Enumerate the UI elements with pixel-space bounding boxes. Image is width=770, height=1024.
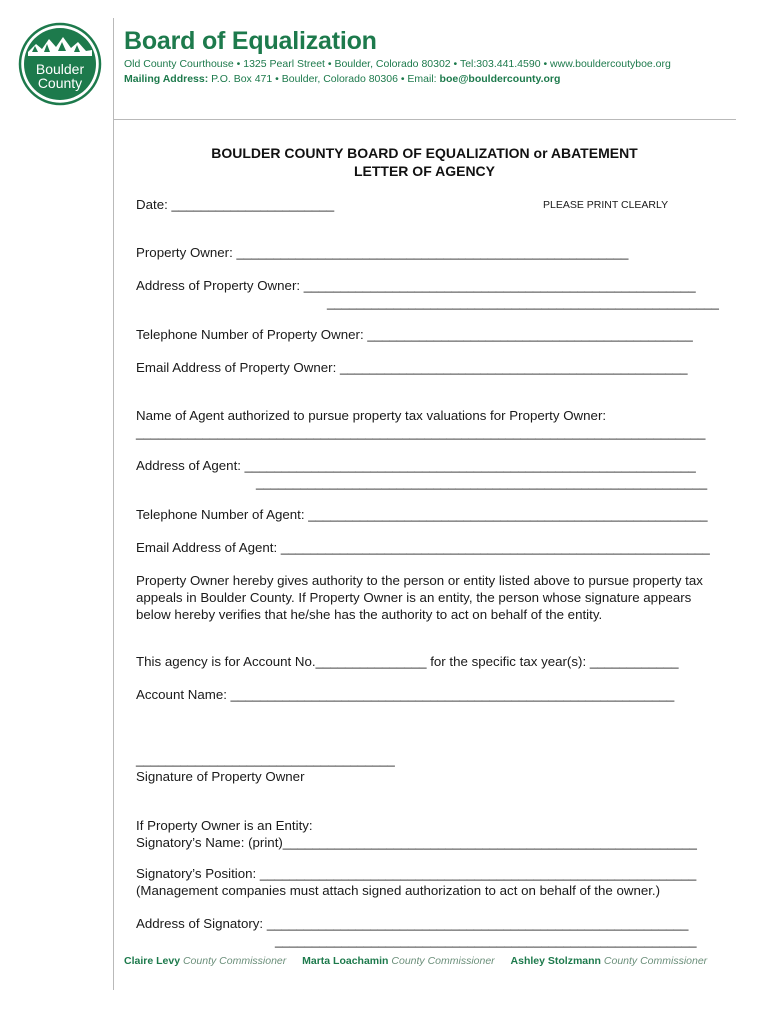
- header-horizontal-rule: [113, 119, 736, 120]
- commissioner-role: County Commissioner: [182, 955, 287, 967]
- org-title: Board of Equalization: [124, 27, 377, 55]
- date-field[interactable]: Date: ______________________: [136, 197, 335, 212]
- commissioner-name: Ashley Stolzmann: [510, 955, 601, 967]
- account-name-field[interactable]: Account Name: ____________________________________________________________: [136, 687, 675, 702]
- commissioner-role: County Commissioner: [391, 955, 495, 967]
- signatory-address-field[interactable]: Address of Signatory: _________________________________________________________: [136, 916, 689, 931]
- owner-address-field-line2[interactable]: _____________________________________________________: [327, 295, 719, 310]
- commissioners-footer: [124, 955, 707, 967]
- owner-signature-field[interactable]: ___________________________________: [136, 752, 395, 767]
- authority-paragraph: Property Owner hereby gives authority to the person or entity listed above to pursue property tax appeals in Boulder County. If Property Owner is an entity, the person whose signature appears below hereby verifies that he/she has the authority to act on behalf of the entity.: [136, 573, 703, 622]
- account-number-field[interactable]: This agency is for Account No._______________ for the specific tax year(s): ____________: [136, 654, 679, 669]
- agent-name-label: Name of Agent authorized to pursue property tax valuations for Property Owner:: [136, 408, 607, 423]
- signatory-address-field-line2[interactable]: _________________________________________________________: [275, 933, 697, 948]
- logo-text-line2: County: [37, 75, 83, 91]
- signatory-name-field[interactable]: Signatory’s Name: (print)________________________________________________________: [136, 835, 697, 850]
- print-clearly-note: PLEASE PRINT CLEARLY: [543, 199, 669, 211]
- agent-name-field[interactable]: _____________________________________________________________________________: [136, 425, 706, 440]
- mailing-address-label: Mailing Address:: [124, 73, 209, 85]
- agent-email-field[interactable]: Email Address of Agent: __________________________________________________________: [136, 540, 710, 555]
- owner-telephone-field[interactable]: Telephone Number of Property Owner: ____________________________________________: [136, 327, 693, 342]
- owner-email-field[interactable]: Email Address of Property Owner: _______________________________________________: [136, 360, 688, 375]
- entity-label: If Property Owner is an Entity:: [136, 818, 313, 833]
- logo-text-line1: Boulder: [35, 61, 85, 77]
- mailing-address-text: P.O. Box 471 • Boulder, Colorado 80306 • Email:: [208, 73, 440, 85]
- mailing-address: [124, 73, 560, 85]
- email-link[interactable]: boe@bouldercounty.org: [439, 73, 561, 85]
- commissioner-role: County Commissioner: [603, 955, 708, 967]
- owner-address-field[interactable]: Address of Property Owner: _____________________________________________________: [136, 278, 696, 293]
- owner-signature-label: Signature of Property Owner: [136, 769, 305, 784]
- signatory-position-field[interactable]: Signatory’s Position: ___________________________________________________________: [136, 866, 697, 881]
- property-owner-field[interactable]: Property Owner: _____________________________________________________: [136, 245, 629, 260]
- agent-telephone-field[interactable]: Telephone Number of Agent: ______________________________________________________: [136, 507, 708, 522]
- commissioner-name: Claire Levy: [124, 955, 181, 967]
- management-note: (Management companies must attach signed authorization to act on behalf of the owner.): [136, 883, 661, 898]
- agent-address-field[interactable]: Address of Agent: _____________________________________________________________: [136, 458, 696, 473]
- document-title-line2: LETTER OF AGENCY: [353, 163, 496, 179]
- mountain-logo-icon: [18, 22, 102, 106]
- document-title-line1: BOULDER COUNTY BOARD OF EQUALIZATION or ABATEMENT: [211, 145, 638, 161]
- agent-address-field-line2[interactable]: _____________________________________________________________: [256, 475, 708, 490]
- courthouse-address: Old County Courthouse • 1325 Pearl Street • Boulder, Colorado 80302 • Tel:303.441.4590 • www.bouldercoutyboe.org: [124, 58, 671, 70]
- commissioner-name: Marta Loachamin: [302, 955, 389, 967]
